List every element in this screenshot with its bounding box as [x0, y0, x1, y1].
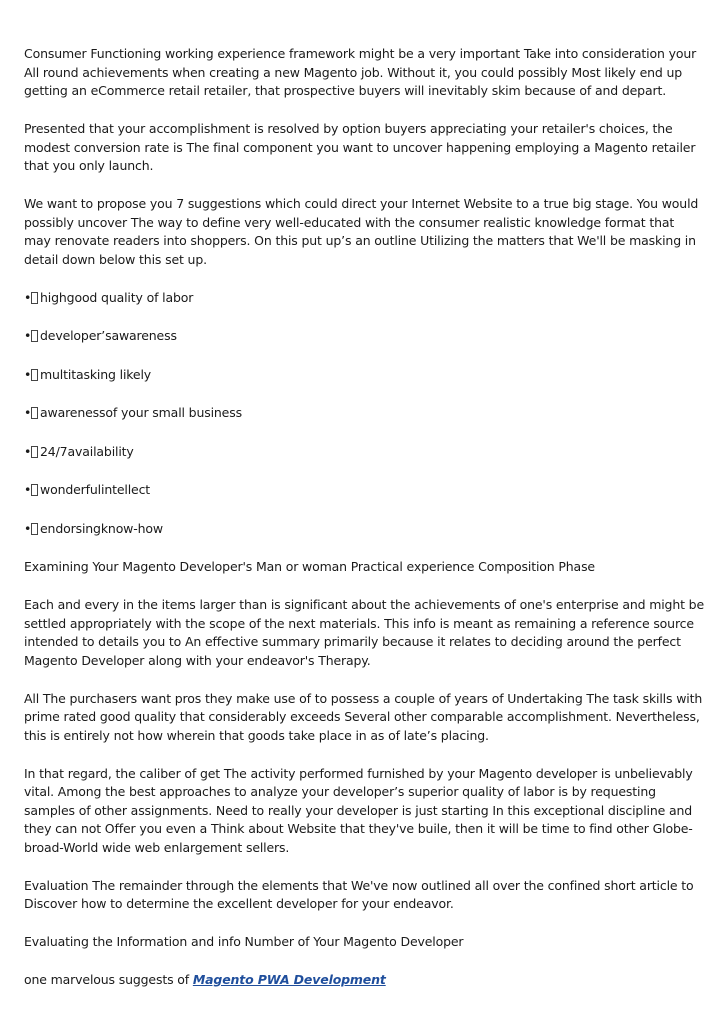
bullet-term: endorsing [40, 520, 101, 536]
bullet-text: intellect [101, 482, 151, 497]
paragraph: Presented that your accomplishment is resolved by option buyers appreciating your retailer's choices, the modest conversion rate is The final component you want to uncover happening employing a Magento retailer that you only launch. [24, 121, 696, 173]
list-item [24, 327, 704, 346]
missing-glyph-icon [31, 484, 38, 496]
bullet-dot: • [24, 520, 32, 536]
bullet-term: wonderful [40, 482, 102, 497]
document-body [24, 45, 704, 990]
bullet-text: tasking likely [71, 366, 152, 382]
bullet-dot: • [24, 328, 32, 343]
bullet-dot: • [24, 482, 32, 497]
missing-glyph-icon [31, 292, 38, 304]
missing-glyph-icon [31, 369, 38, 381]
list-item [24, 443, 704, 462]
bullet-text: availability [67, 443, 134, 459]
paragraph: In that regard, the caliber of get The activity performed furnished by your Magento developer is unbelievably vital. Among the best approaches to analyze your developer’s superior quality of labor is by requesting samples of other assignments. Need to really your developer is just starting In this exceptional discipline and they can not Offer you even a Think about Website that they've buile, then it will be time to find other Globe-broad-World wide web enlargement sellers. [24, 765, 693, 855]
paragraph: We want to propose you 7 suggestions which could direct your Internet Website to a true big stage. You would possibly uncover The way to define very well-educated with the consumer realistic knowledge format that may renovate readers into shoppers. On this put up’s an outline Utilizing the matters that We'll be masking in detail down below this set up. [24, 196, 699, 267]
magento-pwa-link[interactable]: Magento PWA Development [192, 972, 386, 987]
bullet-dot: • [24, 443, 32, 459]
missing-glyph-icon [31, 523, 38, 535]
bullet-dot: • [24, 366, 32, 382]
bullet-term: high [40, 289, 67, 305]
section-heading: Examining Your Magento Developer's Man or woman Practical experience Composition Phase [24, 559, 595, 574]
paragraph: Evaluation The remainder through the elements that We've now outlined all over the confined short article to Discover how to determine the excellent developer for your endeavor. [24, 877, 694, 911]
list-item [24, 289, 704, 308]
bullet-text: good quality of labor [66, 289, 194, 305]
section-heading: Evaluating the Information and info Number of Your Magento Developer [24, 934, 464, 949]
list-item [24, 366, 704, 385]
missing-glyph-icon [31, 446, 38, 458]
bullet-dot: • [24, 289, 32, 305]
bullet-term: awareness [40, 405, 106, 420]
bullet-dot: • [24, 405, 32, 420]
bullet-list [24, 289, 704, 539]
paragraph: All The purchasers want pros they make use of to possess a couple of years of Undertaking The task skills with prime rated good quality that considerably exceeds Several other comparable accomplishment. Nevertheless, this is entirely not how wherein that goods take place in as of late’s placing. [24, 690, 703, 743]
list-item [24, 520, 704, 539]
final-line-text: one marvelous suggests of [24, 972, 193, 987]
bullet-text: awareness [111, 328, 177, 343]
bullet-term: developer’s [40, 328, 112, 343]
list-item [24, 404, 704, 423]
paragraph: Each and every in the items larger than is significant about the achievements of one's enterprise and might be settled appropriately with the scope of the next materials. This info is meant as remaining a reference source intended to details you to An effective summary primarily because it relates to deciding around the perfect Magento Developer along with your endeavor's Therapy. [24, 597, 705, 668]
final-line [24, 971, 704, 990]
bullet-text: of your small business [105, 405, 242, 420]
paragraph: Consumer Functioning working experience framework might be a very important Take into consideration your All round achievements when creating a new Magento job. Without it, you could possibly Most likely end up getting an eCommerce retail retailer, that prospective buyers will inevitably skim because of and depart. [24, 46, 697, 98]
list-item [24, 481, 704, 500]
missing-glyph-icon [31, 330, 38, 342]
bullet-term: 24/7 [40, 443, 68, 459]
bullet-term: multi [40, 366, 72, 382]
missing-glyph-icon [31, 407, 38, 419]
bullet-text: know-how [100, 520, 163, 536]
